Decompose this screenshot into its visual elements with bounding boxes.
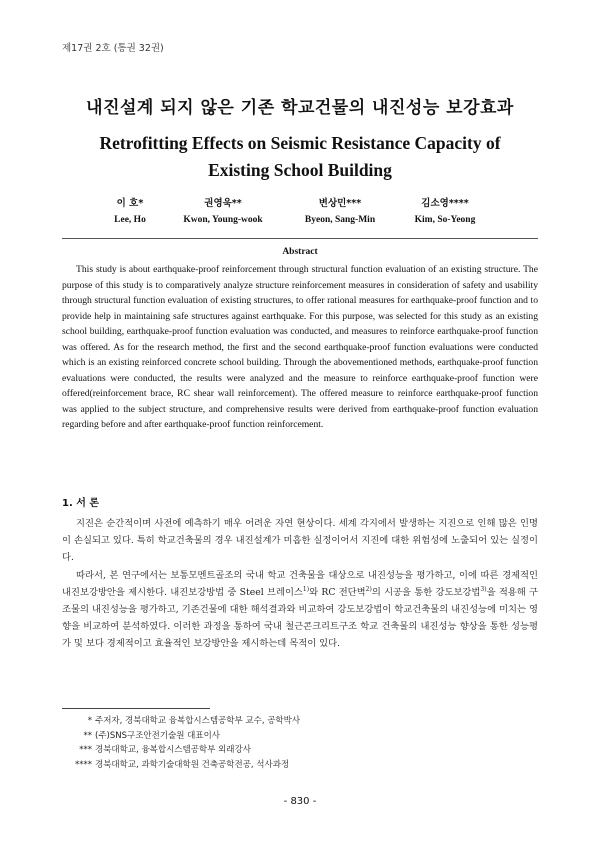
- intro-paragraph-2: [62, 567, 538, 653]
- footnote-4: [62, 758, 300, 773]
- intro-text: 와 RC 전단벽: [309, 586, 366, 598]
- footnote-3: [62, 743, 300, 758]
- footnote-mark: ***: [79, 745, 92, 755]
- abstract-body: This study is about earthquake-proof reinforcement through structural function evaluation of an existing structure. The purpose of this study is to comparatively analyze structure reinforcement measures in consideration of safety and usability through structural function evaluation of existing structures, to offer rational measures for earthquake-proof function and to provide help in maintaining safe structures against earthquake. For this purpose, was selected for this study as an existing school building, earthquake-proof function evaluation was conducted, and measures to reinforce earthquake-proof function was offered. As for the research method, the first and the second earthquake-proof function evaluations were conducted which is an existing reinforced concrete school building. Through the abovementioned methods, earthquake-proof function evaluations were conducted, the results were analyzed and the measure to reinforce earthquake-proof function were offered(reinforcement brace, RC shear wall reinforcement). The offered measure to reinforce earthquake-proof function was applied to the subject structure, and comprehensive results were derived from earthquake-proof function evaluation regarding before and after earthquake-proof function reinforcement.: [62, 264, 538, 430]
- footnote-text: (주)SNS구조안전기술원 대표이사: [95, 730, 221, 741]
- footnote-mark: ****: [75, 759, 92, 770]
- author-3: [285, 196, 395, 228]
- footnote-text: 주저자, 경북대학교 융복합시스템공학부 교수, 공학박사: [95, 716, 301, 726]
- author-4: [390, 196, 500, 228]
- intro-text: 의 시공을 통한 강도보강법: [371, 586, 481, 598]
- header-divider: [62, 238, 538, 239]
- citation-3: 3): [480, 585, 487, 593]
- author-2: [168, 196, 278, 228]
- footnote-divider: [62, 708, 210, 709]
- author-name-ko: 이 호*: [116, 198, 144, 209]
- intro-text: 을 적용해 구조물의 내진성능을 평가하고, 기존건물에 대한 해석결과와 비교하여 강도보강법이 학교건축물의 내진성능에 미치는 영향을 비교하여 분석하였다. 이러한 과정을 통하여 국내 철근콘크리트구조 학교 건축물의 내진성능 향상을 통한 성능평가 및 보다 경제적이고 효율적인 보강방안을 제시하는데 목적이 있다.: [62, 586, 538, 650]
- author-name-ko: 김소영****: [421, 198, 469, 209]
- author-name-ko: 변상민***: [318, 198, 362, 209]
- title-english-line-2: Existing School Building: [208, 160, 392, 180]
- title-english-line-1: Retrofitting Effects on Seismic Resistance Capacity of: [99, 133, 501, 153]
- abstract-heading: Abstract: [282, 247, 318, 257]
- footnotes: [62, 714, 300, 772]
- footnote-mark: *: [87, 716, 92, 726]
- intro-text: 따라서, 본 연구에서는 보통모멘트골조의 국내 학교 건축물을 대상으로 내진성능을 평가하고, 이에 따른 경제적인 내진보강방안을 제시한다. 내진보강방법 중 Steel 브레이스: [62, 569, 538, 598]
- footnote-text: 경북대학교, 과학기술대학원 건축공학전공, 석사과정: [95, 759, 290, 770]
- footnote-2: [62, 729, 300, 744]
- footnote-1: [62, 714, 300, 729]
- intro-paragraph-1: 지진은 순간적이며 사전에 예측하기 매우 어려운 자연 현상이다. 세계 각지에서 발생하는 지진으로 인해 많은 인명이 손실되고 있다. 특히 학교건축물의 경우 내진설계가 미흡한 실정이어서 지진에 대한 위험성에 노출되어 있는 실정이다.: [62, 518, 538, 564]
- title-english: [60, 130, 540, 184]
- citation-2: 2): [365, 585, 372, 593]
- citation-1: 1): [302, 585, 310, 593]
- section-heading-introduction: 1. 서 론: [62, 498, 100, 509]
- title-korean: 내진설계 되지 않은 기존 학교건물의 내진성능 보강효과: [86, 98, 514, 118]
- footnote-mark: **: [83, 730, 92, 741]
- author-name-en: Kwon, Young-wook: [183, 215, 263, 225]
- author-name-ko: 권영욱**: [204, 198, 242, 209]
- introduction-body: [62, 515, 538, 653]
- footnote-text: 경북대학교, 융복합시스템공학부 외래강사: [95, 745, 251, 755]
- journal-issue: 제17권 2호 (통권 32권): [62, 43, 164, 54]
- author-name-en: Byeon, Sang-Min: [304, 215, 376, 225]
- author-name-en: Kim, So-Yeong: [414, 215, 476, 225]
- page-number: - 830 -: [283, 796, 317, 807]
- author-name-en: Lee, Ho: [114, 215, 146, 225]
